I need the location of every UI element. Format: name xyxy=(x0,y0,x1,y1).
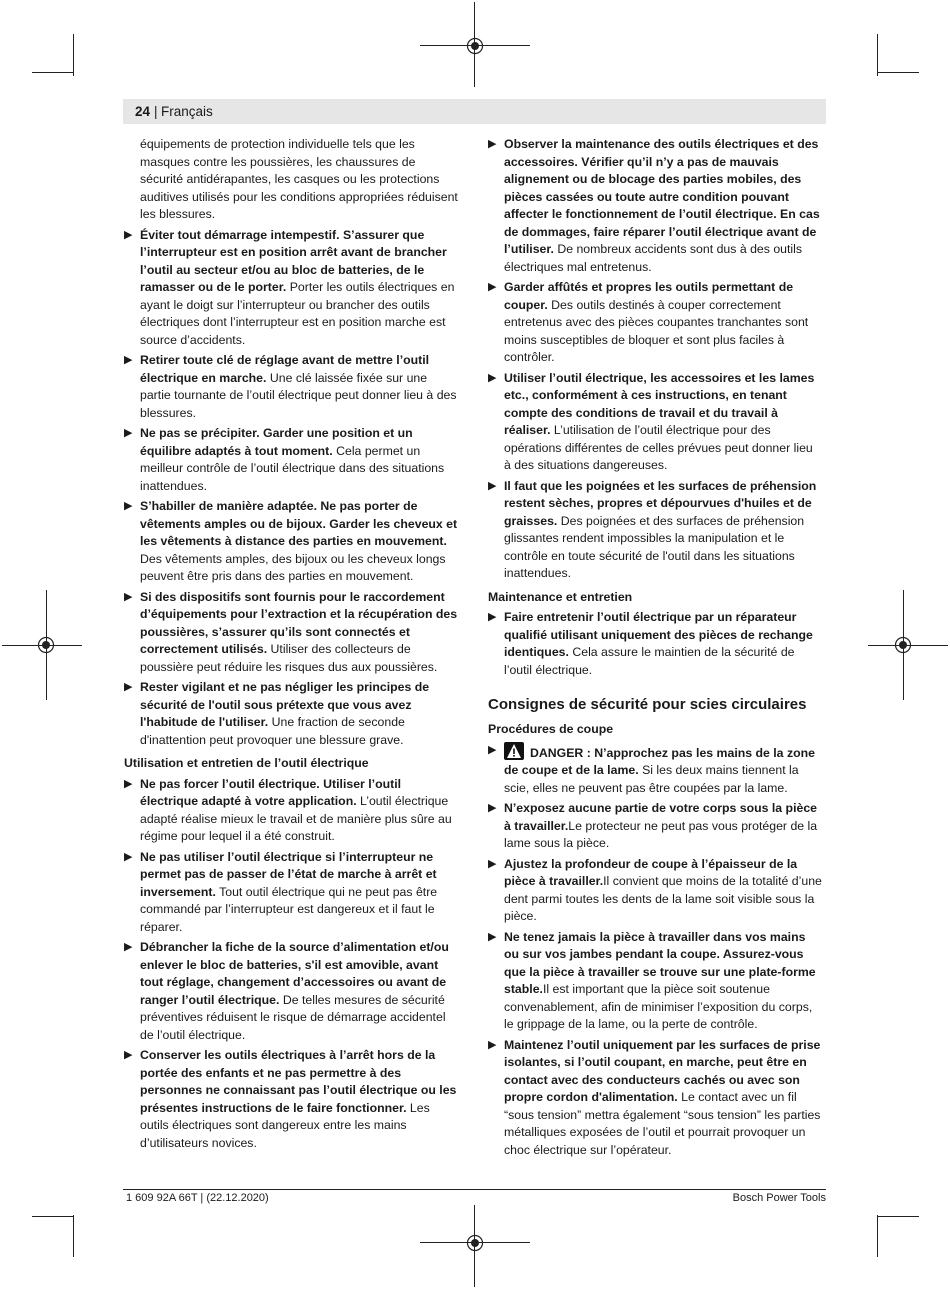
registration-target-icon xyxy=(37,636,55,654)
list-item xyxy=(124,849,459,937)
item-bold-text: DANGER : N’approchez pas les mains de la zone de coupe et de la lame. xyxy=(504,745,815,777)
list-item xyxy=(488,1037,823,1160)
left-column xyxy=(124,136,459,1155)
crop-mark xyxy=(877,34,878,76)
list-item xyxy=(488,609,823,679)
item-bold-text: Éviter tout démarrage intempestif. S’assurer que l’interrupteur est en position arrêt avant de brancher l’outil au secteur et/ou au bloc de batteries, de le ramasser ou de le porter. xyxy=(140,227,447,294)
bullet-triangle-icon: ▶ xyxy=(124,354,133,366)
item-text: Des outils destinés à couper correctement entretenus avec des pièces coupantes tranchantes sont moins susceptibles de bloquer et sont plus faciles à contrôler. xyxy=(504,297,809,364)
item-text: Cela permet un meilleur contrôle de l’outil électrique dans des situations inattendues. xyxy=(140,443,445,493)
bullet-triangle-icon: ▶ xyxy=(488,371,497,384)
bullet-triangle-icon: ▶ xyxy=(124,427,133,439)
item-bold-text: Ne pas se précipiter. Garder une position et un équilibre adaptés à tout moment. xyxy=(140,426,413,458)
bullet-triangle-icon: ▶ xyxy=(124,681,133,693)
footer-rule xyxy=(123,1189,826,1190)
item-text: L’utilisation de l’outil électrique pour des opérations différentes de celles prévues peut donner lieu à des situations dangereuses. xyxy=(504,423,813,472)
bullet-triangle-icon: ▶ xyxy=(488,281,497,293)
bullet-triangle-icon: ▶ xyxy=(488,857,497,870)
warning-triangle-icon xyxy=(504,742,524,760)
item-text: Une clé laissée fixée sur une partie tournante de l’outil électrique peut donner lieu à des blessures. xyxy=(140,370,457,420)
item-text: Il convient que moins de la totalité d’une dent parmi toutes les dents de la lame soit visible sous la pièce. xyxy=(504,874,822,923)
item-text: Le protecteur ne peut pas vous protéger de la lame sous la pièce. xyxy=(504,818,818,850)
section-subheading: Utilisation et entretien de l’outil électrique xyxy=(124,756,369,770)
page-header xyxy=(123,99,826,124)
page-number: 24 xyxy=(135,104,151,119)
bullet-triangle-icon: ▶ xyxy=(124,500,133,512)
header-separator: | xyxy=(154,104,158,119)
item-text: Le contact avec un fil “sous tension” mettra également “sous tension” les parties métalliques exposées de l’outil et pourrait provoquer un choc électrique sur l’opérateur. xyxy=(504,1090,821,1157)
bullet-triangle-icon: ▶ xyxy=(124,777,133,790)
item-text: Tout outil électrique qui ne peut pas être commandé par l’interrupteur est dangereux et il faut le réparer. xyxy=(140,884,438,934)
list-item xyxy=(488,370,823,475)
item-text: De nombreux accidents sont dus à des outils électriques mal entretenus. xyxy=(504,242,803,274)
footer-doc-id: 1 609 92A 66T | (22.12.2020) xyxy=(126,1192,269,1204)
registration-target-icon xyxy=(466,1234,484,1252)
registration-target-icon xyxy=(894,636,912,654)
bullet-triangle-icon: ▶ xyxy=(488,802,497,814)
bullet-triangle-icon: ▶ xyxy=(124,590,133,603)
list-item xyxy=(488,136,823,276)
crop-mark xyxy=(877,1215,878,1257)
bullet-triangle-icon: ▶ xyxy=(488,930,497,943)
crop-mark xyxy=(877,1216,919,1217)
item-text: Il est important que la pièce soit soutenue convenablement, afin de minimiser l’exposition du corps, le grippage de la lame, ou la perte de contrôle. xyxy=(504,982,813,1031)
item-text: Des vêtements amples, des bijoux ou les cheveux longs peuvent être pris dans des parties en mouvement. xyxy=(140,551,446,583)
list-item xyxy=(124,939,459,1044)
list-item xyxy=(124,425,459,495)
item-bold-text: Ajustez la profondeur de coupe à l’épaisseur de la pièce à travailler. xyxy=(504,856,798,888)
item-bold-text: N’exposez aucune partie de votre corps sous la pièce à travailler. xyxy=(504,801,818,833)
item-bold-text: Faire entretenir l’outil électrique par un réparateur qualifié utilisant uniquement des pièces de rechange identiques. xyxy=(504,610,813,659)
bullet-triangle-icon: ▶ xyxy=(124,941,133,953)
section-subheading: Maintenance et entretien xyxy=(488,589,633,604)
item-bold-text: Utiliser l’outil électrique, les accessoires et les lames etc., conformément à ces instructions, en tenant compte des conditions de travail et du travail à réaliser. xyxy=(504,370,815,437)
section-heading: Consignes de sécurité pour scies circulaires xyxy=(488,696,807,713)
item-text: Une fraction de seconde d'inattention peut provoquer une blessure grave. xyxy=(140,715,405,747)
item-bold-text: Ne pas utiliser l’outil électrique si l’interrupteur ne permet pas de passer de l’état de marche à arrêt et inversement. xyxy=(140,849,437,899)
list-item xyxy=(488,742,823,798)
item-bold-text: Observer la maintenance des outils électriques et des accessoires. Vérifier qu’il n’y a pas de mauvais alignement ou de blocage des parties mobiles, des pièces cassées ou toute autre condition pouvant affecter le fonctionnement de l’outil électrique. En cas de dommages, faire réparer l’outil électrique avant de l’utiliser. xyxy=(504,137,820,256)
bullet-triangle-icon: ▶ xyxy=(488,138,497,150)
item-bold-text: Conserver les outils électriques à l’arrêt hors de la portée des enfants et ne pas permettre à des personnes ne connaissant pas l’outil électrique ou les présentes instructions de le faire fonctionner. xyxy=(140,1048,457,1115)
list-item xyxy=(124,776,459,846)
item-bold-text: Garder affûtés et propres les outils permettant de couper. xyxy=(504,280,794,312)
item-bold-text: Retirer toute clé de réglage avant de mettre l’outil électrique en marche. xyxy=(140,353,430,385)
crop-mark xyxy=(32,1216,74,1217)
bullet-triangle-icon: ▶ xyxy=(488,479,497,492)
bullet-triangle-icon: ▶ xyxy=(488,1038,497,1051)
bullet-triangle-icon: ▶ xyxy=(124,850,133,863)
list-item xyxy=(488,279,823,367)
list-item xyxy=(488,800,823,853)
list-item xyxy=(124,498,459,586)
bullet-triangle-icon: ▶ xyxy=(124,1049,133,1061)
list-item xyxy=(488,929,823,1034)
crop-mark xyxy=(877,72,919,73)
crop-mark xyxy=(32,72,74,73)
item-text: Si les deux mains tiennent la scie, elles ne peuvent pas être coupées par la lame. xyxy=(504,763,799,795)
bullet-triangle-icon: ▶ xyxy=(488,611,497,623)
item-bold-text: Il faut que les poignées et les surfaces de préhension restent sèches, propres et dépourvues d'huiles et de graisses. xyxy=(504,478,817,528)
section-subheading: Procédures de coupe xyxy=(488,722,614,736)
item-text: De telles mesures de sécurité préventives réduisent le risque de démarrage accidentel de l’outil électrique. xyxy=(140,992,446,1042)
item-bold-text: Rester vigilant et ne pas négliger les principes de sécurité de l'outil sous prétexte que vous avez l'habitude de l'utiliser. xyxy=(140,680,430,729)
bullet-triangle-icon: ▶ xyxy=(488,743,497,756)
item-text: L’outil électrique adapté réalise mieux le travail et de manière plus sûre au régime pour lequel il a été construit. xyxy=(140,794,452,843)
item-bold-text: Maintenez l’outil uniquement par les surfaces de prise isolantes, si l’outil coupant, en marche, peut être en contact avec des conducteurs cachés ou avec son propre cordon d'alimentation. xyxy=(504,1037,821,1104)
list-item xyxy=(124,1047,459,1152)
item-bold-text: S’habiller de manière adaptée. Ne pas porter de vêtements amples ou de bijoux. Garder les cheveux et les vêtements à distance des parties en mouvement. xyxy=(140,499,458,548)
list-item xyxy=(124,352,459,422)
item-text: Utiliser des collecteurs de poussière peut réduire les risques dus aux poussières. xyxy=(140,642,438,674)
header-language: Français xyxy=(161,104,213,119)
item-text: Des poignées et des surfaces de préhension glissantes rendent impossibles la manipulation et le contrôle en toute sécurité de l'outil dans les situations inattendues. xyxy=(504,513,805,580)
crop-mark xyxy=(73,1215,74,1257)
item-bold-text: Si des dispositifs sont fournis pour le raccordement d’équipements pour l’extraction et la récupération des poussières, s’assurer qu’ils sont connectés et correctement utilisés. xyxy=(140,589,458,656)
item-bold-text: Débrancher la fiche de la source d’alimentation et/ou enlever le bloc de batteries, s'il est amovible, avant tout réglage, changement d’accessoires ou avant de ranger l’outil électrique. xyxy=(140,940,449,1007)
right-column xyxy=(488,136,823,1162)
footer-brand: Bosch Power Tools xyxy=(732,1192,826,1204)
list-item xyxy=(488,856,823,926)
bullet-triangle-icon: ▶ xyxy=(124,228,133,241)
intro-paragraph: équipements de protection individuelle tels que les masques contre les poussières, les chaussures de sécurité antidérapantes, les casques ou les protections auditives utilisés pour les conditions appropriées réduisent les blessures. xyxy=(140,137,458,221)
item-bold-text: Ne pas forcer l’outil électrique. Utiliser l’outil électrique adapté à votre application. xyxy=(140,776,402,808)
item-bold-text: Ne tenez jamais la pièce à travailler dans vos mains ou sur vos jambes pendant la coupe. Assurez-vous que la pièce à travailler se trouve sur une plate-forme stable. xyxy=(504,929,816,996)
list-item xyxy=(124,679,459,749)
item-text: Cela assure le maintien de la sécurité de l’outil électrique. xyxy=(504,645,795,677)
item-text: Les outils électriques sont dangereux entre les mains d’utilisateurs novices. xyxy=(140,1100,430,1150)
crop-mark xyxy=(73,34,74,76)
item-text: Porter les outils électriques en ayant le doigt sur l’interrupteur ou brancher des outils électriques dont l’interrupteur est en position marche est source d’accidents. xyxy=(140,280,455,347)
list-item xyxy=(124,589,459,677)
list-item xyxy=(124,227,459,350)
registration-target-icon xyxy=(466,37,484,55)
list-item xyxy=(488,478,823,583)
